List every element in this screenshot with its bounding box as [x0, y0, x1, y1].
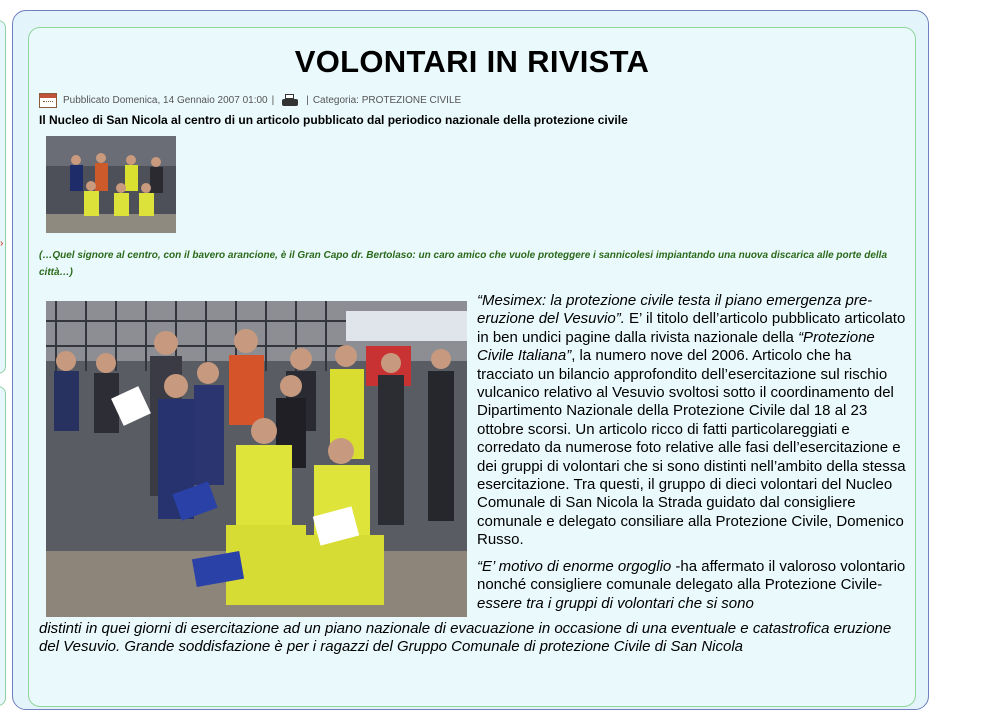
article-subtitle: Il Nucleo di San Nicola al centro di un articolo pubblicato dal periodico nazionale della protezione civile: [39, 113, 628, 127]
magazine-name: “Protezione Civile Italiana”: [477, 328, 875, 365]
calendar-icon: [39, 93, 57, 108]
article-body: [477, 292, 909, 621]
group-photo-thumbnail[interactable]: [46, 136, 176, 233]
article-meta: [39, 91, 461, 109]
left-edge-marker: ›: [0, 238, 4, 249]
paragraph-2-text-a: -ha affermato il valoroso volontario nonché consigliere comunale delegato alla Protezione Civile-: [477, 557, 906, 594]
paragraph-2: [477, 558, 909, 613]
meta-separator: |: [306, 94, 309, 106]
group-photo-large[interactable]: [46, 301, 467, 617]
category-label: Categoria: PROTEZIONE CIVILE: [312, 94, 462, 106]
paragraph-1-text-b: , la numero nove del 2006. Articolo che ha tracciato un bilancio approfondito dell’esercitazione sul rischio vulcanico relativo al Vesuvio svoltosi sotto il coordinamento del Dipartimento Nazionale della Protezione Civile dal 18 al 23 ottobre scorsi. Un articolo ricco di fatti particolareggiati e corredato da numerose foto relative alle fasi dell’esercitazione e dei gruppi di volontari che si sono distinti nell’ambito della stessa esercitazione. Tra questi, il gruppo di dieci volontari del Nucleo Comunale di San Nicola la Strada guidato dal consigliere comunale e delegato consiliare alla Protezione Civile, Domenico Russo.: [477, 347, 906, 549]
paragraph-2-quote: “E’ motivo di enorme orgoglio: [477, 557, 672, 575]
meta-separator: |: [271, 94, 275, 106]
photo-caption: (…Quel signore al centro, con il bavero arancione, è il Gran Capo dr. Bertolaso: un caro amico che vuole proteggere i sannicolesi impiantando una nuova discarica alle porte della città…): [39, 250, 888, 278]
paragraph-2-continuation: distinti in quei giorni di esercitazione ad un piano nazionale di evacuazione in occasione di una eventuale e catastrofica eruzione del Vesuvio. Grande soddisfazione è per i ragazzi del Gruppo Comunale di protezione Civile di San Nicola: [39, 620, 892, 656]
paragraph-1-text-a: E’ il titolo dell’articolo pubblicato articolato in ben undici pagine dalla rivista nazionale della: [477, 310, 906, 346]
print-icon[interactable]: [282, 94, 298, 106]
paragraph-1: [477, 292, 909, 550]
page-title: VOLONTARI IN RIVISTA: [294, 44, 650, 79]
paragraph-2-quote-cont: essere tra i gruppi di volontari che si sono: [477, 594, 754, 612]
article-panel: [28, 27, 916, 707]
left-module-top: [0, 20, 6, 374]
left-module-bottom: [0, 386, 6, 706]
published-date: Pubblicato Domenica, 14 Gennaio 2007 01:00: [63, 94, 268, 106]
article-quote-title: “Mesimex: la protezione civile testa il piano emergenza pre-eruzione del Vesuvio”.: [477, 292, 873, 328]
